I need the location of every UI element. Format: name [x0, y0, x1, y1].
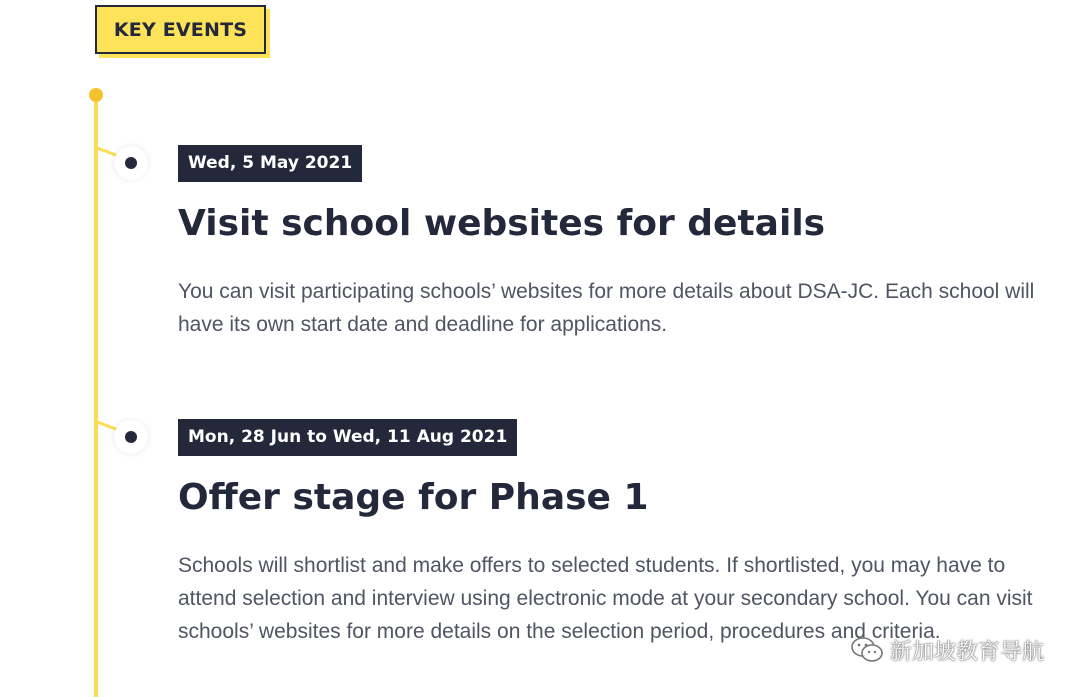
section-label: KEY EVENTS [95, 5, 266, 54]
watermark [850, 634, 1044, 666]
event-item [178, 419, 1058, 648]
event-date-badge: Wed, 5 May 2021 [178, 145, 362, 182]
event-title: Offer stage for Phase 1 [178, 477, 649, 518]
event-item [178, 145, 1058, 341]
event-title: Visit school websites for details [178, 203, 826, 244]
timeline-node [114, 146, 148, 180]
event-description: Schools will shortlist and make offers to selected students. If shortlisted, you may have to attend selection and interview using electronic mode at your secondary school. You can visit schools’ websites for more details on the selection period, procedures and criteria. [178, 554, 1033, 643]
timeline-start-dot [89, 88, 103, 102]
timeline-line [94, 96, 98, 697]
watermark-text: 新加坡教育导航 [889, 639, 1044, 665]
timeline-node [114, 420, 148, 454]
wechat-icon [850, 636, 884, 664]
event-date-badge: Mon, 28 Jun to Wed, 11 Aug 2021 [178, 419, 517, 456]
event-description: You can visit participating schools’ websites for more details about DSA-JC. Each school will have its own start date and deadline for applications. [178, 280, 1035, 336]
